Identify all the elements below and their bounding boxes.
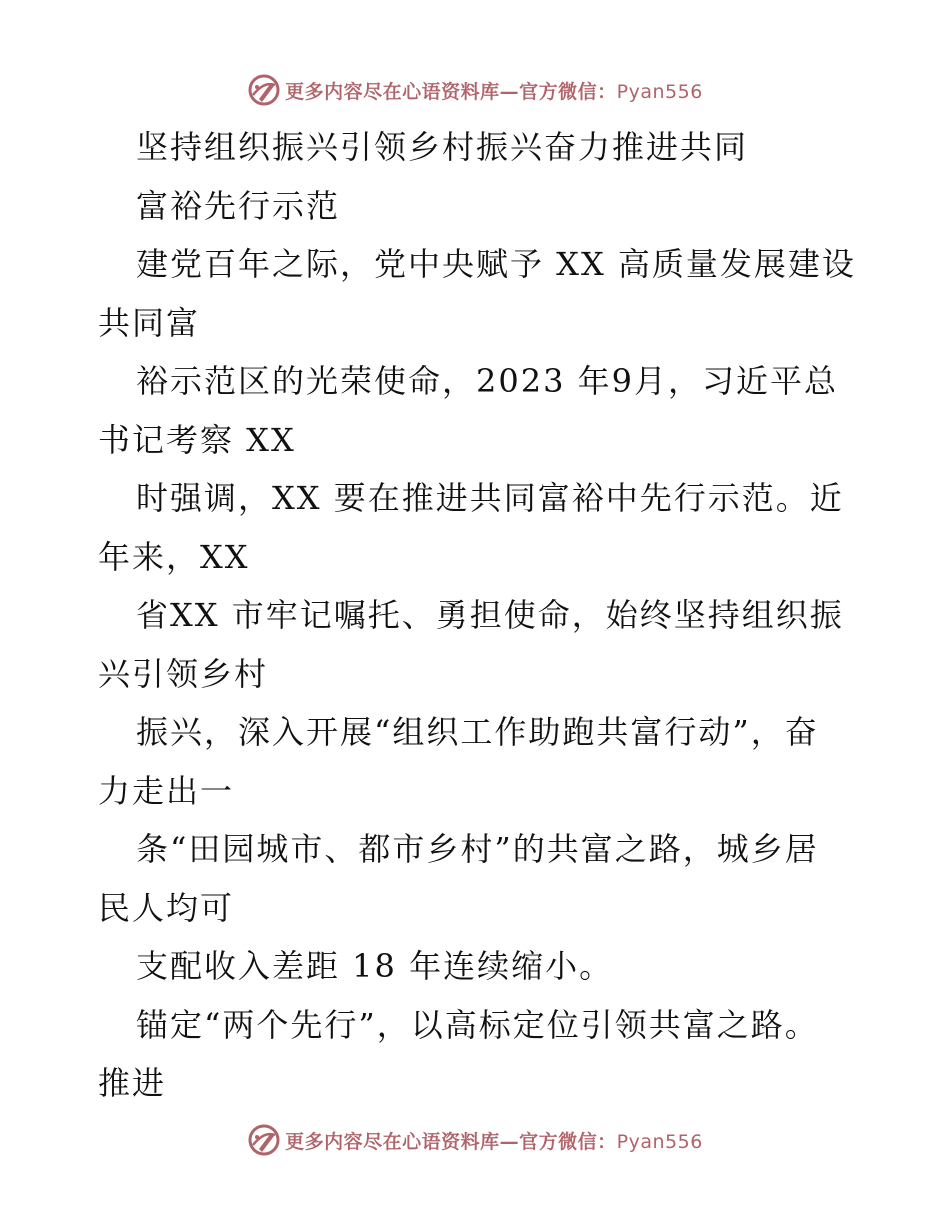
text-line: 书记考察 XX — [98, 420, 296, 459]
text-line: 裕示范区的光荣使命，2023 年9月，习近平总 — [136, 362, 838, 400]
text-line: 建党百年之际，党中央赋予 XX 高质量发展建设 — [136, 245, 856, 283]
text-line: 力走出一 — [98, 771, 235, 810]
text-line: 年来，XX — [98, 537, 250, 576]
text-line: 富裕先行示范 — [136, 186, 341, 225]
document-body — [98, 118, 858, 1113]
banner-label: 更多内容尽在心语资料库—官方微信： — [285, 80, 617, 103]
header-banner — [0, 70, 950, 110]
text-line: 锚定“两个先行”，以高标定位引领共富之路。 — [136, 1005, 819, 1044]
pen-logo-icon — [247, 1123, 281, 1157]
text-line: 坚持组织振兴引领乡村振兴奋力推进共同 — [136, 128, 749, 166]
pen-logo-icon — [247, 73, 281, 107]
text-line: 振兴，深入开展“组织工作助跑共富行动”，奋 — [136, 713, 819, 751]
banner-text — [285, 1127, 703, 1154]
text-line: 兴引领乡村 — [98, 654, 269, 693]
banner-label: 更多内容尽在心语资料库—官方微信： — [285, 1130, 617, 1153]
banner-wechat-id: Pyan556 — [616, 80, 703, 103]
banner-wechat-id: Pyan556 — [616, 1130, 703, 1153]
text-line: 省XX 市牢记嘱托、勇担使命，始终坚持组织振 — [136, 596, 844, 634]
text-line: 时强调，XX 要在推进共同富裕中先行示范。近 — [136, 479, 844, 517]
text-line: 推进 — [98, 1064, 167, 1102]
text-line: 民人均可 — [98, 888, 235, 927]
text-line: 支配收入差距 18 年连续缩小。 — [136, 947, 614, 985]
footer-banner — [0, 1120, 950, 1160]
banner-text — [285, 77, 703, 104]
text-line: 共同富 — [98, 303, 201, 342]
text-line: 条“田园城市、都市乡村”的共富之路，城乡居 — [136, 830, 819, 868]
